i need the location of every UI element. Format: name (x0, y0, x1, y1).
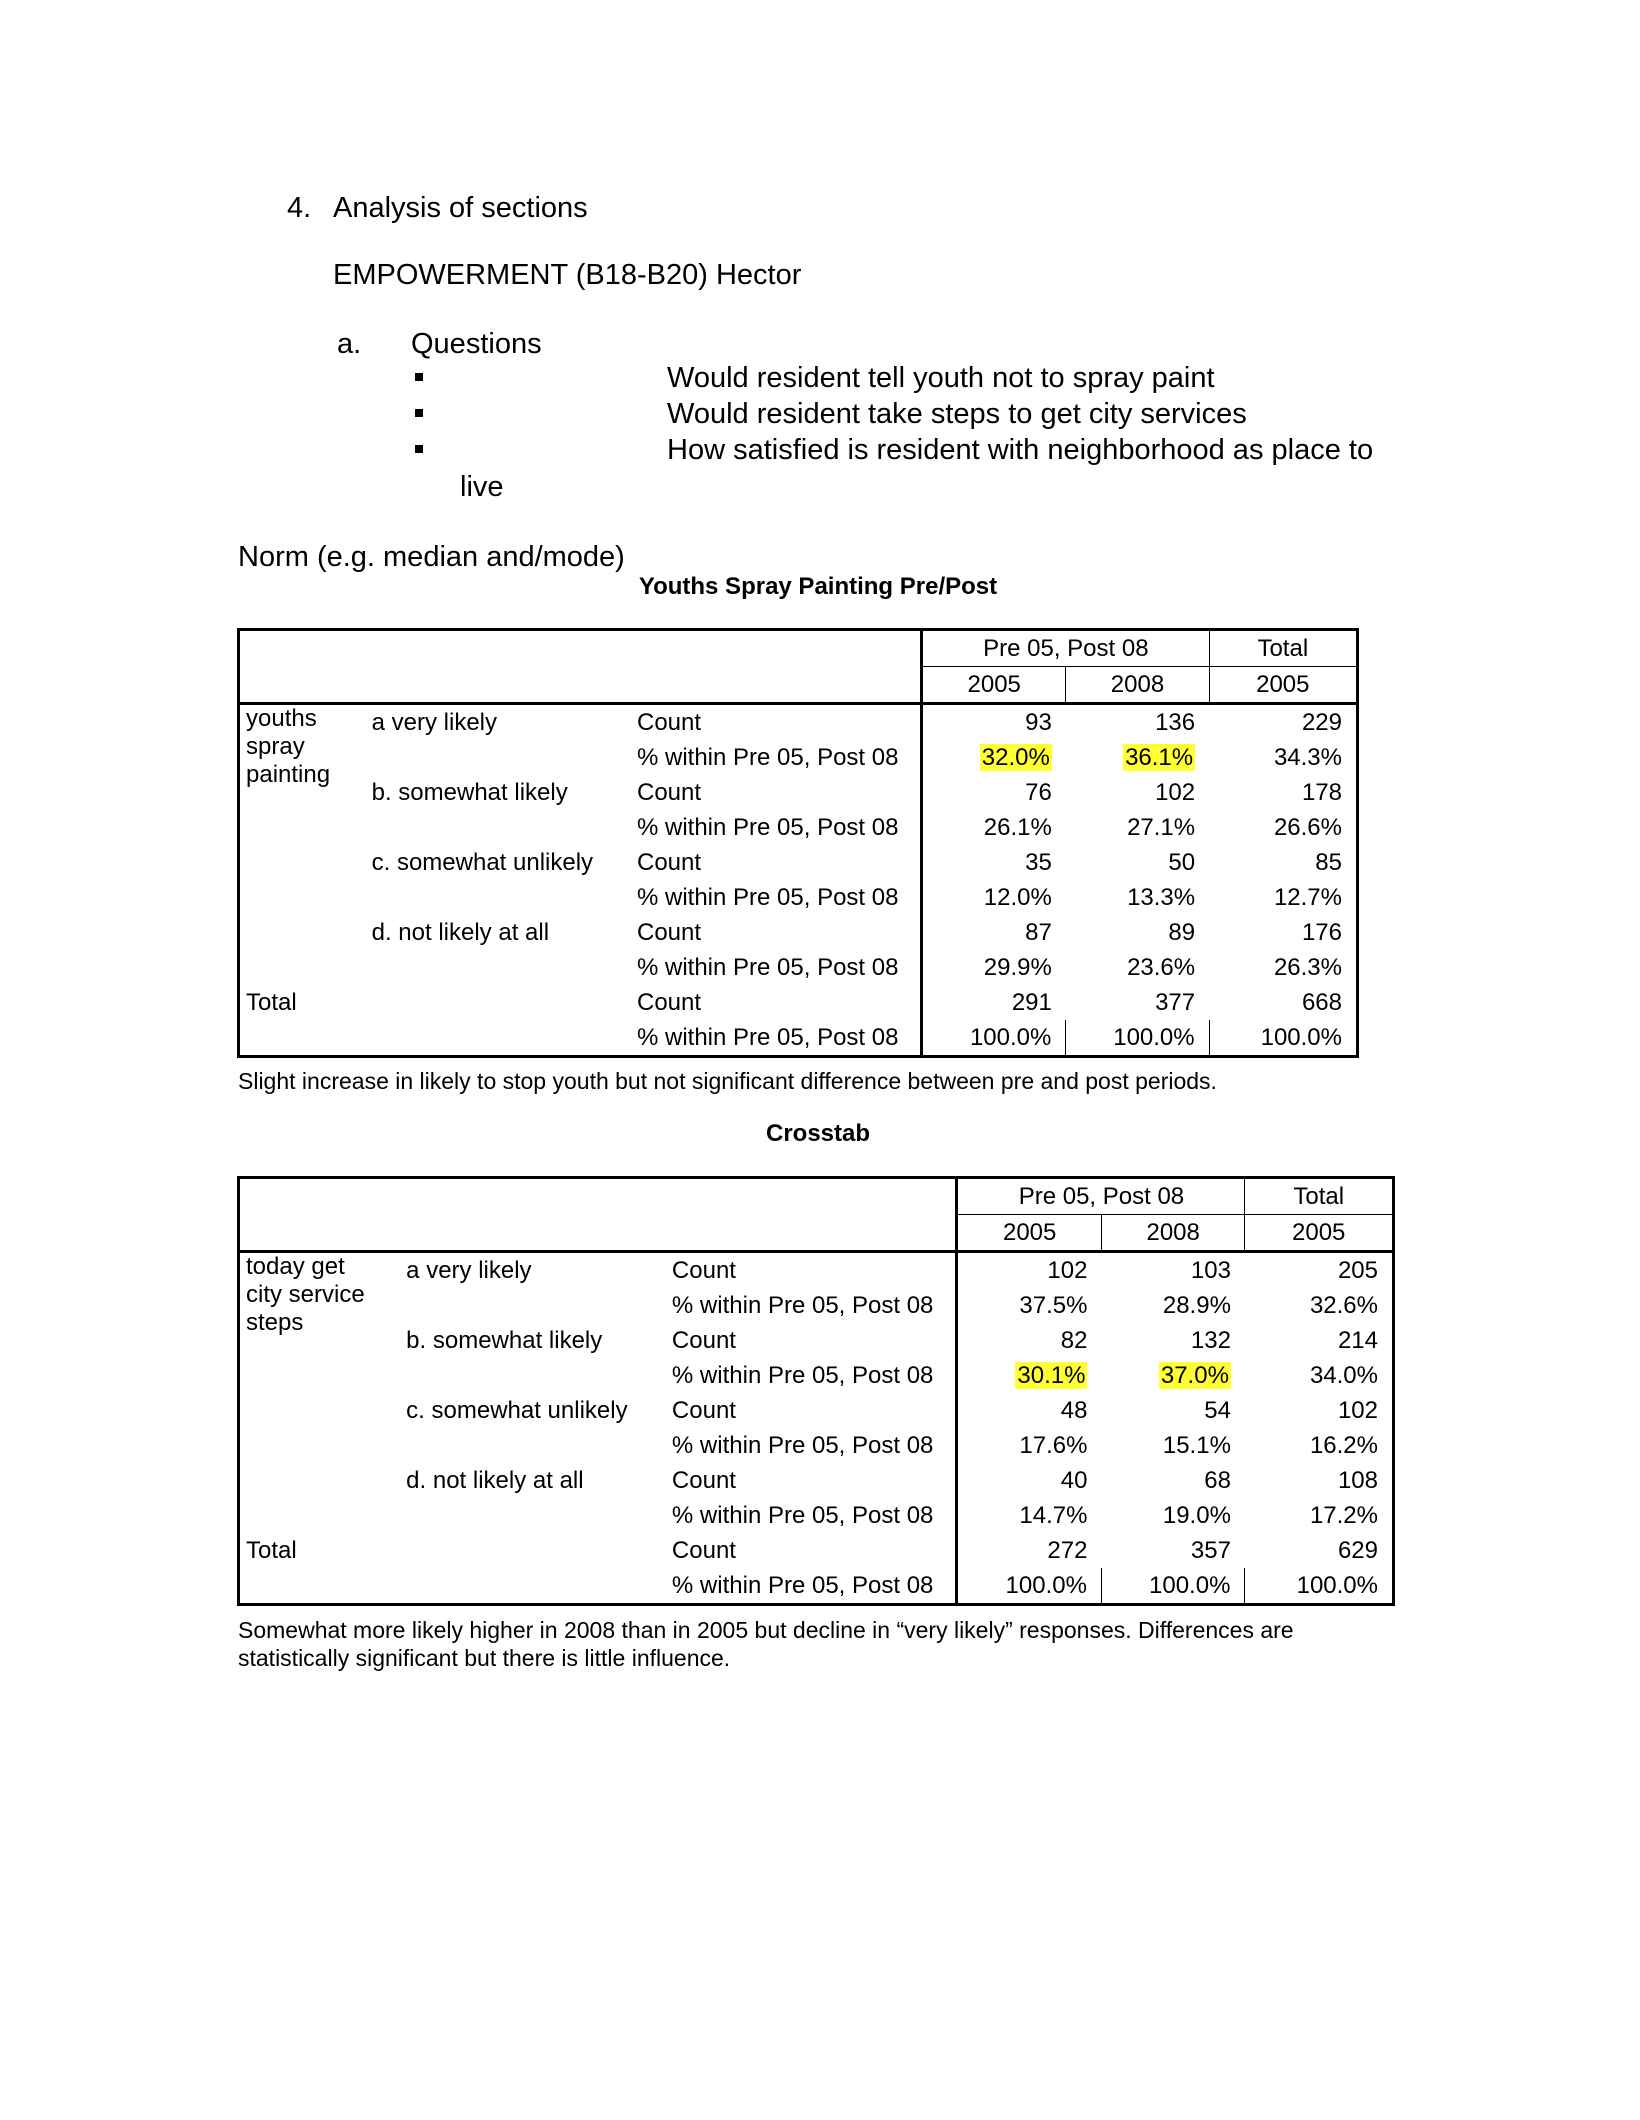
section-title: Analysis of sections (333, 192, 588, 224)
table-row (239, 704, 1358, 741)
table-cell: 13.3% (1127, 883, 1196, 911)
table-cell: 629 (1337, 1536, 1378, 1564)
table-total-row (239, 1020, 1358, 1057)
table-cell: 102 (1047, 1256, 1088, 1284)
table-cell: 214 (1337, 1326, 1378, 1354)
table1-note: Slight increase in likely to stop youth but not significant difference between pre and post periods. (238, 1068, 1217, 1094)
statistic-label: Count (666, 1393, 957, 1428)
table-cell (957, 1358, 1102, 1393)
year-header: 2005 (1209, 667, 1357, 704)
table-cell: 357 (1190, 1536, 1231, 1564)
category-label: c. somewhat unlikely (406, 1396, 628, 1424)
item-letter: a. (337, 328, 362, 360)
table-cell: 50 (1168, 848, 1196, 876)
table-cell: 37.5% (1019, 1291, 1088, 1319)
table-cell: 205 (1337, 1256, 1378, 1284)
category-label: d. not likely at all (371, 918, 550, 946)
table-row (239, 1498, 1394, 1533)
highlighted-value: 32.0% (981, 743, 1050, 771)
table-header-row (239, 630, 1358, 667)
table-row (239, 1393, 1394, 1428)
table-cell: 68 (1204, 1466, 1231, 1494)
table-cell: 34.3% (1273, 743, 1342, 771)
total-header: Total (1209, 630, 1357, 667)
crosstab-table (237, 1176, 1395, 1606)
table-cell: 26.6% (1273, 813, 1342, 841)
bullet-icon (415, 373, 423, 381)
table-row (239, 1323, 1394, 1358)
table-cell: 17.6% (1019, 1431, 1088, 1459)
question-2: Would resident take steps to get city services (667, 398, 1247, 430)
table-cell: 76 (1025, 778, 1052, 806)
year-header: 2005 (957, 1215, 1102, 1252)
question-1: Would resident tell youth not to spray paint (667, 362, 1215, 394)
total-label: Total (246, 988, 297, 1016)
statistic-label: Count (666, 1323, 957, 1358)
table-cell: 100.0% (1066, 1020, 1209, 1057)
year-header: 2008 (1101, 1215, 1244, 1252)
category-label: a very likely (406, 1256, 532, 1284)
table2-title: Crosstab (765, 1120, 871, 1147)
table-row (239, 740, 1358, 775)
statistic-label: % within Pre 05, Post 08 (631, 1020, 922, 1057)
table-cell: 40 (1060, 1466, 1088, 1494)
table-cell: 82 (1060, 1326, 1088, 1354)
category-label: a very likely (371, 708, 497, 736)
highlighted-value: 30.1% (1017, 1361, 1086, 1389)
table-cell: 100.0% (1260, 1023, 1342, 1051)
year-header: 2008 (1066, 667, 1209, 704)
table1-title: Youths Spray Painting Pre/Post (638, 573, 998, 600)
table-cell (1066, 740, 1209, 775)
table-total-row (239, 1533, 1394, 1568)
table-cell: 34.0% (1309, 1361, 1378, 1389)
statistic-label: Count (631, 915, 922, 950)
table-cell: 85 (1315, 848, 1342, 876)
table-header-row (239, 1178, 1394, 1215)
bullet-icon (415, 445, 423, 453)
table-cell: 26.3% (1273, 953, 1342, 981)
table-total-row (239, 1568, 1394, 1605)
table-cell: 132 (1190, 1326, 1231, 1354)
row-variable-label: youths spray painting (246, 705, 331, 788)
statistic-label: % within Pre 05, Post 08 (666, 1498, 957, 1533)
bullet-icon (415, 409, 423, 417)
table-cell: 87 (1025, 918, 1052, 946)
table-cell (922, 740, 1066, 775)
table-cell: 23.6% (1127, 953, 1196, 981)
statistic-label: Count (666, 1533, 957, 1568)
table-cell: 272 (1047, 1536, 1088, 1564)
highlighted-value: 36.1% (1125, 743, 1194, 771)
table-cell: 15.1% (1162, 1431, 1231, 1459)
table-cell: 668 (1301, 988, 1342, 1016)
statistic-label: % within Pre 05, Post 08 (631, 880, 922, 915)
total-header: Total (1245, 1178, 1394, 1215)
highlighted-value: 37.0% (1160, 1361, 1229, 1389)
section-subtitle: EMPOWERMENT (B18-B20) Hector (333, 259, 802, 291)
year-header: 2005 (922, 667, 1066, 704)
table-cell: 12.0% (983, 883, 1052, 911)
table-row (239, 1358, 1394, 1393)
table-cell: 377 (1155, 988, 1196, 1016)
category-label: b. somewhat likely (406, 1326, 603, 1354)
table-cell: 32.6% (1309, 1291, 1378, 1319)
table-row (239, 1463, 1394, 1498)
statistic-label: % within Pre 05, Post 08 (666, 1288, 957, 1323)
statistic-label: % within Pre 05, Post 08 (666, 1568, 957, 1605)
category-label: b. somewhat likely (371, 778, 568, 806)
table-row (239, 1252, 1394, 1289)
table-cell: 12.7% (1273, 883, 1342, 911)
crosstab-table (237, 628, 1359, 1058)
table-cell: 27.1% (1127, 813, 1196, 841)
table-row (239, 880, 1358, 915)
table-row (239, 950, 1358, 985)
statistic-label: % within Pre 05, Post 08 (631, 740, 922, 775)
question-3: How satisfied is resident with neighborhood as place to (667, 434, 1374, 466)
table-row (239, 1288, 1394, 1323)
question-3-wrap: live (460, 471, 504, 503)
norm-label: Norm (e.g. median and/mode) (238, 541, 625, 573)
table-row (239, 1428, 1394, 1463)
table-cell: 103 (1190, 1256, 1231, 1284)
statistic-label: Count (666, 1463, 957, 1498)
table-cell: 100.0% (922, 1020, 1066, 1057)
table-row (239, 845, 1358, 880)
table-cell: 29.9% (983, 953, 1052, 981)
group-header: Pre 05, Post 08 (957, 1178, 1245, 1215)
table-total-row (239, 985, 1358, 1020)
table-cell: 136 (1155, 708, 1196, 736)
item-label: Questions (411, 328, 542, 360)
table-cell: 100.0% (1296, 1571, 1378, 1599)
table-row (239, 810, 1358, 845)
category-label: d. not likely at all (406, 1466, 584, 1494)
table-cell: 14.7% (1019, 1501, 1088, 1529)
statistic-label: Count (631, 845, 922, 880)
table-cell: 229 (1301, 708, 1342, 736)
total-label: Total (246, 1536, 297, 1564)
table-cell: 100.0% (957, 1568, 1102, 1605)
statistic-label: Count (631, 985, 922, 1020)
table2-note: Somewhat more likely higher in 2008 than in 2005 but decline in “very likely” responses. Differences are statistically significant but there is little influence. (238, 1617, 1294, 1671)
table-cell: 28.9% (1162, 1291, 1231, 1319)
statistic-label: Count (631, 775, 922, 810)
table-row (239, 775, 1358, 810)
statistic-label: % within Pre 05, Post 08 (631, 950, 922, 985)
table-row (239, 915, 1358, 950)
group-header: Pre 05, Post 08 (922, 630, 1210, 667)
table-cell: 17.2% (1309, 1501, 1378, 1529)
statistic-label: Count (631, 704, 922, 741)
table-cell: 176 (1301, 918, 1342, 946)
table-cell: 89 (1168, 918, 1196, 946)
table-cell: 93 (1025, 708, 1052, 736)
table-cell: 291 (1011, 988, 1052, 1016)
table-cell: 26.1% (983, 813, 1052, 841)
table-cell: 19.0% (1162, 1501, 1231, 1529)
statistic-label: % within Pre 05, Post 08 (666, 1428, 957, 1463)
category-label: c. somewhat unlikely (371, 848, 594, 876)
table-cell: 178 (1301, 778, 1342, 806)
statistic-label: Count (666, 1252, 957, 1289)
table-cell: 102 (1337, 1396, 1378, 1424)
table-cell: 108 (1337, 1466, 1378, 1494)
table-cell: 54 (1204, 1396, 1231, 1424)
year-header: 2005 (1245, 1215, 1394, 1252)
table-cell (1101, 1358, 1244, 1393)
section-number: 4. (287, 192, 312, 224)
table-cell: 48 (1060, 1396, 1088, 1424)
table-cell: 102 (1155, 778, 1196, 806)
statistic-label: % within Pre 05, Post 08 (666, 1358, 957, 1393)
row-variable-label: today get city service steps (246, 1253, 365, 1336)
table-cell: 100.0% (1101, 1568, 1244, 1605)
statistic-label: % within Pre 05, Post 08 (631, 810, 922, 845)
table-cell: 35 (1025, 848, 1052, 876)
table-cell: 16.2% (1309, 1431, 1378, 1459)
